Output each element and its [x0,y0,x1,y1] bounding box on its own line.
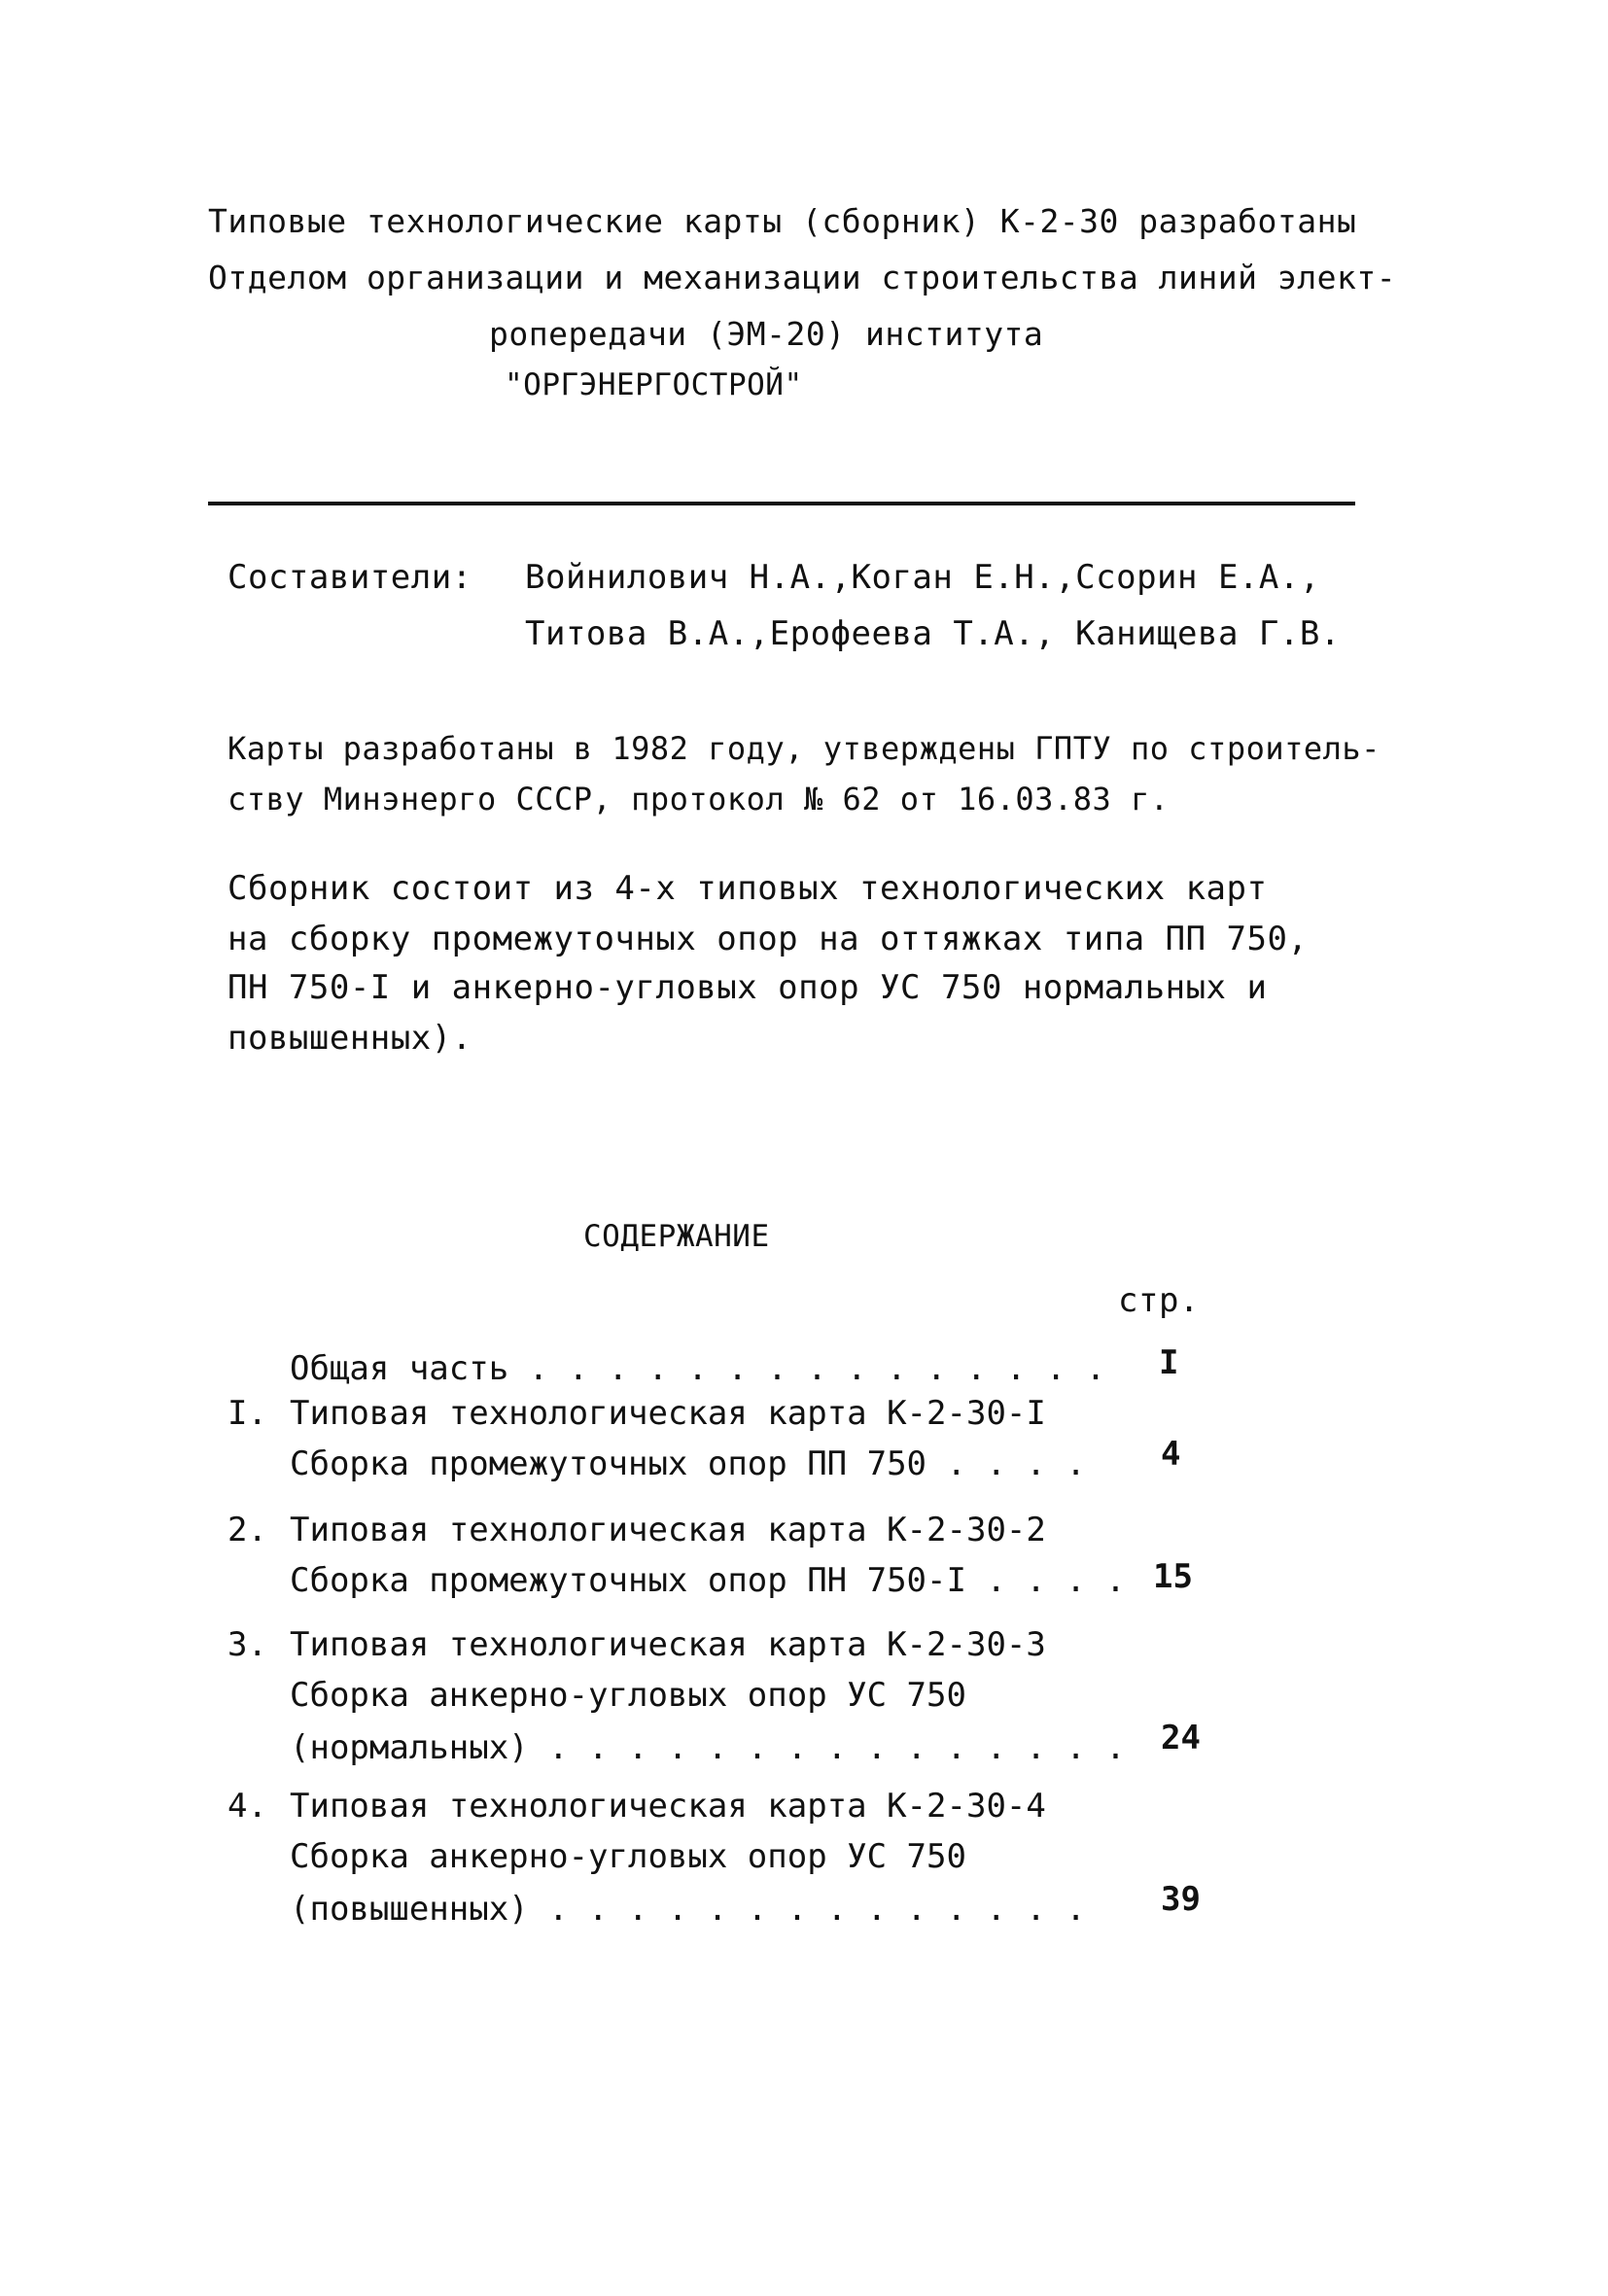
toc-entry-line-1: Типовая технологическая карта К-2-30-4 [290,1787,1046,1826]
header-line-2: Отделом организации и механизации строительства линий элект- [208,259,1397,296]
toc-entry-line-2: Сборка анкерно-угловых опор УС 750 [290,1676,966,1715]
contents-title: СОДЕРЖАНИЕ [583,1219,770,1254]
toc-general-text: Общая часть . . . . . . . . . . . . . . . [290,1349,1106,1388]
toc-entry-line-1: Типовая технологическая карта К-2-30-I [290,1394,1046,1433]
header-line-4: "ОРГЭНЕРГОСТРОЙ" [505,367,803,402]
toc-entry-line-1: Типовая технологическая карта К-2-30-2 [290,1511,1046,1549]
horizontal-rule [208,502,1355,505]
summary-line-1: Сборник состоит из 4-х типовых технологических карт [227,869,1268,908]
toc-entry-line-2: Сборка анкерно-угловых опор УС 750 [290,1837,966,1876]
toc-entry-number: I. [227,1394,267,1433]
toc-entry-line-3: (нормальных) . . . . . . . . . . . . . . . [290,1728,1126,1767]
summary-line-2: на сборку промежуточных опор на оттяжках типа ПП 750, [227,920,1309,958]
toc-entry-number: 2. [227,1511,267,1549]
toc-entry-number: 4. [227,1787,267,1826]
toc-entry-line-2: Сборка промежуточных опор ПН 750-I . . . . [290,1561,1126,1600]
toc-entry-page: 39 [1161,1880,1201,1919]
approval-line-1: Карты разработаны в 1982 году, утверждены ГПТУ по строитель- [227,730,1381,767]
toc-entry-line-3: (повышенных) . . . . . . . . . . . . . . [290,1890,1086,1929]
toc-general-page: I [1159,1343,1179,1382]
toc-entry-line-1: Типовая технологическая карта К-2-30-3 [290,1625,1046,1664]
authors-line-2: Титова В.А.,Ерофеева Т.А., Канищева Г.В. [525,614,1341,653]
summary-line-3: ПН 750-I и анкерно-угловых опор УС 750 нормальных и [227,968,1268,1007]
header-line-1: Типовые технологические карты (сборник) К-2-30 разработаны [208,202,1357,240]
authors-label: Составители: [227,558,472,597]
summary-line-4: повышенных). [227,1019,472,1058]
toc-entry-line-2: Сборка промежуточных опор ПП 750 . . . . [290,1444,1086,1483]
toc-entry-page: 15 [1153,1557,1193,1596]
toc-entry-number: 3. [227,1625,267,1664]
authors-line-1: Войнилович Н.А.,Коган Е.Н.,Ссорин Е.А., [525,558,1320,597]
toc-entry-page: 4 [1161,1435,1181,1474]
contents-page-header: стр. [1118,1281,1200,1320]
header-line-3: ропередачи (ЭМ-20) института [489,315,1044,353]
approval-line-2: ству Минэнерго СССР, протокол № 62 от 16.03.83 г. [227,781,1170,818]
toc-entry-page: 24 [1161,1719,1201,1757]
